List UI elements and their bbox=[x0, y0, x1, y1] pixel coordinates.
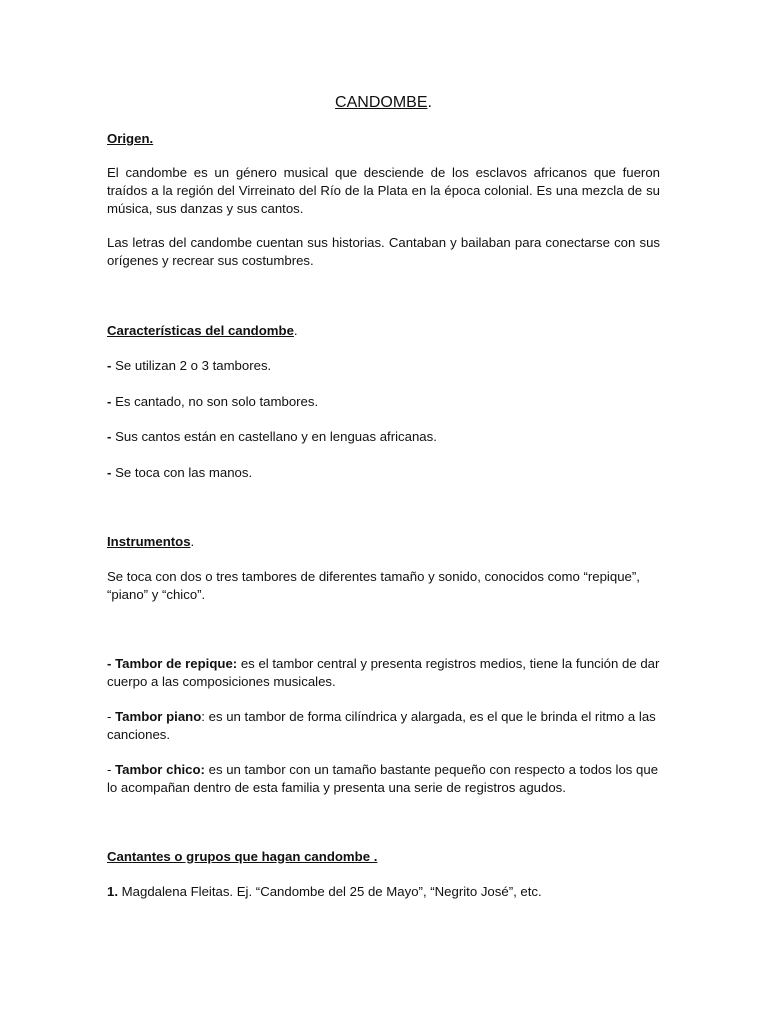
list-item-dash: - bbox=[107, 464, 112, 480]
tambor-name: Tambor de repique: bbox=[115, 655, 238, 671]
document-title bbox=[107, 92, 660, 114]
tambor-lead: - bbox=[107, 655, 116, 671]
instrumentos-intro: Se toca con dos o tres tambores de diferentes tamaño y sonido, conocidos como “repique”, “piano” y “chico”. bbox=[107, 568, 640, 602]
list-item-text: Se utilizan 2 o 3 tambores. bbox=[111, 358, 272, 373]
list-item-text: Sus cantos están en castellano y en lenguas africanas. bbox=[111, 429, 437, 444]
list-item bbox=[107, 393, 660, 411]
origen-paragraph-1: El candombe es un género musical que desciende de los esclavos africanos que fueron traídos a la región del Virreinato del Río de la Plata en la época colonial. Es una mezcla de su música, sus danzas y sus cantos. bbox=[107, 165, 660, 216]
heading-cantantes-text: Cantantes o grupos que hagan candombe . bbox=[107, 848, 378, 864]
list-item bbox=[107, 428, 660, 446]
section-heading-cantantes bbox=[107, 848, 660, 866]
tambor-desc: : es un tambor de forma cilíndrica y alargada, es el que le brinda el ritmo a las canciones. bbox=[107, 708, 656, 742]
list-item-dash: - bbox=[107, 358, 112, 373]
heading-caracteristicas-punct: . bbox=[293, 323, 298, 338]
tambor-lead: - bbox=[107, 708, 116, 724]
list-item-dash: - bbox=[107, 393, 112, 409]
title-punct: . bbox=[427, 94, 432, 111]
heading-instrumentos-punct: . bbox=[190, 533, 195, 549]
tambor-item-repique bbox=[107, 655, 660, 691]
document-body bbox=[107, 92, 660, 901]
list-item bbox=[107, 883, 660, 901]
origen-paragraph-2: Las letras del candombe cuentan sus historias. Cantaban y bailaban para conectarse con sus orígenes y recrear sus costumbres. bbox=[107, 235, 660, 268]
tambor-name: Tambor chico: bbox=[115, 761, 205, 777]
section-heading-instrumentos bbox=[107, 533, 660, 551]
list-item-text: Es cantado, no son solo tambores. bbox=[111, 393, 319, 409]
list-item bbox=[107, 464, 660, 482]
heading-caracteristicas-text: Características del candombe bbox=[107, 323, 294, 338]
tambor-item-chico bbox=[107, 761, 660, 797]
tambor-name: Tambor piano bbox=[115, 708, 202, 724]
list-item bbox=[107, 357, 660, 375]
heading-origen-text: Origen. bbox=[107, 131, 154, 146]
list-item-text: Magdalena Fleitas. Ej. “Candombe del 25 de Mayo”, “Negrito José”, etc. bbox=[118, 883, 542, 899]
tambor-desc: es un tambor con un tamaño bastante pequeño con respecto a todos los que lo acompañan dentro de esta familia y presenta una serie de registros agudos. bbox=[107, 761, 659, 795]
tambor-lead: - bbox=[107, 761, 116, 777]
tambor-item-piano bbox=[107, 708, 660, 744]
heading-instrumentos-text: Instrumentos bbox=[107, 533, 191, 549]
title-text: CANDOMBE bbox=[335, 94, 428, 111]
section-heading-origen bbox=[107, 130, 660, 148]
section-heading-caracteristicas bbox=[107, 322, 660, 340]
list-item-dash: - bbox=[107, 429, 112, 444]
tambor-desc: es el tambor central y presenta registros medios, tiene la función de dar cuerpo a las composiciones musicales. bbox=[107, 655, 660, 689]
list-item-number: 1. bbox=[107, 883, 118, 899]
list-item-text: Se toca con las manos. bbox=[111, 464, 253, 480]
